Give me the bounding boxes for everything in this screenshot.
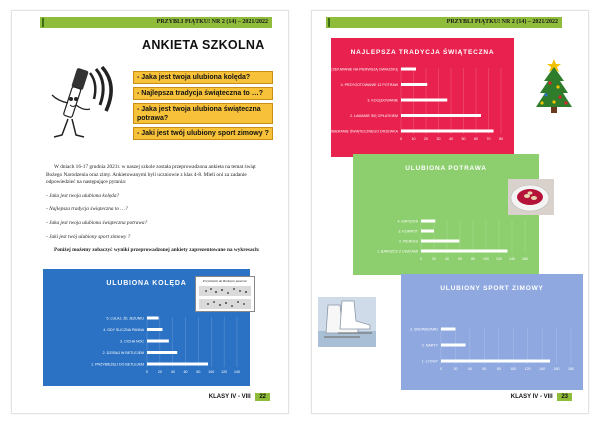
header-bar: [326, 17, 562, 28]
tick-label: 140: [234, 370, 240, 374]
chart-bar: [401, 130, 494, 133]
chart-bar: [147, 317, 159, 320]
category-label: 1. BARSZCZ Z USZKAMI: [377, 249, 418, 254]
tick-label: 60: [183, 370, 188, 374]
tick-label: 60: [458, 257, 462, 261]
tick-label: 60: [482, 367, 487, 371]
category-label: 2. DZISIAJ W BETLEJEM: [102, 350, 144, 355]
tick-label: 120: [496, 257, 502, 261]
tick-label: 120: [524, 367, 531, 371]
intro-paragraph: W dniach 16-17 grudnia 2021r. w naszej szkole została przeprowadzona ankieta na temat świąt Bożego Narodzenia oraz zimy. Ankietowanymi byli uczniowie z klas 4-8. Mieli oni za zadanie odpowiedzieć na następujące pytania:: [46, 164, 256, 186]
tick-label: 0: [420, 257, 422, 261]
chart-title: ULUBIONY SPORT ZIMOWY: [440, 285, 544, 292]
article-body: [46, 164, 272, 261]
tick-label: 80: [471, 257, 475, 261]
chart-bar: [147, 340, 169, 343]
chart-bar: [441, 344, 466, 347]
chart-bar: [401, 83, 427, 86]
list-item-4: - Jaki jest twój ulubiony sport zimowy ?: [46, 233, 131, 240]
sheet-music-title: Przybieżeli do Betlejem pasterze: [202, 279, 248, 283]
chart-bar: [401, 114, 481, 117]
chart-tradycja: [323, 38, 514, 157]
page-number: 22: [255, 393, 270, 401]
chart-bar: [147, 351, 177, 354]
category-label: 4. GDY ŚLICZNA PANNA: [103, 327, 144, 332]
tick-label: 40: [467, 367, 472, 371]
tick-label: 140: [509, 257, 515, 261]
chart-bar: [421, 240, 459, 243]
chart-bar: [147, 328, 162, 331]
category-label: 1. ŁYŻWY: [421, 359, 438, 364]
header-notch: [328, 18, 330, 27]
tick-label: 180: [568, 367, 574, 371]
tick-label: 120: [221, 370, 228, 374]
chart-title: ULUBIONA KOLĘDA: [106, 280, 187, 287]
footer: [511, 393, 572, 401]
footer: [209, 393, 270, 401]
chart-bar: [441, 360, 550, 363]
right-page: [311, 10, 589, 414]
page-number: 23: [557, 393, 572, 401]
header-notch: [42, 18, 44, 27]
tick-label: 40: [445, 257, 449, 261]
header-text: PRZYBLI PIĄTKU! NR 2 (14) – 2021/2022: [156, 19, 268, 25]
page-title: ANKIETA SZKOLNA: [142, 38, 265, 52]
category-label: 3. SNOWBOARD: [410, 327, 438, 332]
list-item-1: - Jaka jest twoja ulubiona kolęda?: [46, 192, 120, 199]
category-label: 4. PRZYGOTOWANIE 12 POTRAW: [340, 82, 398, 87]
category-label: 3. CICHA NOC: [120, 339, 144, 344]
tick-label: 80: [496, 367, 501, 371]
chart-sport-svg: [401, 274, 583, 390]
tick-label: 100: [510, 367, 517, 371]
question-4: - Jaki jest twój ulubiony sport zimowy ?: [133, 127, 273, 140]
chart-bar: [147, 363, 208, 366]
tick-label: 50: [461, 137, 466, 141]
barszcz-photo-icon: [508, 179, 554, 215]
tick-label: 20: [424, 137, 428, 141]
list-item-3: - Jaka jest twoja ulubiona świąteczna potrawa?: [46, 219, 148, 226]
tick-label: 30: [436, 137, 441, 141]
christmas-tree-icon: [532, 57, 576, 115]
category-label: 3. KOLĘDOWANIE: [367, 98, 398, 103]
tick-label: 80: [499, 137, 503, 141]
category-label: 2. ŁAMANIE SIĘ OPŁATKIEM: [350, 113, 398, 118]
ice-skates-photo-icon: [318, 297, 376, 347]
tick-label: 40: [170, 370, 175, 374]
tick-label: 10: [411, 137, 416, 141]
tick-label: 100: [208, 370, 215, 374]
tick-label: 40: [449, 137, 453, 141]
chart-title: NAJLEPSZA TRADYCJA ŚWIĄTECZNA: [350, 49, 495, 56]
list-item-2: - Najlepsza tradycja świąteczna to …?: [46, 206, 128, 213]
questions-box: [133, 71, 273, 143]
chart-sport: [401, 274, 583, 390]
chart-bar: [421, 230, 434, 233]
tick-label: 70: [486, 137, 491, 141]
tick-label: 140: [539, 367, 546, 371]
question-1: - Jaka jest twoja ulubiona kolęda?: [133, 71, 273, 84]
category-label: 5. OCZEKIWANIE NA PIERWSZĄ GWIAZDKĘ: [323, 67, 398, 72]
chart-bar: [401, 99, 447, 102]
category-label: 3. KOMPOT: [398, 229, 418, 234]
tick-label: 80: [196, 370, 201, 374]
sheet-music-staff-icon: [196, 283, 254, 311]
tick-label: 20: [453, 367, 458, 371]
tick-label: 0: [146, 370, 148, 374]
tick-label: 160: [553, 367, 560, 371]
question-2: - Najlepsza tradycja świąteczna to …?: [133, 87, 273, 100]
header-bar: [40, 17, 272, 28]
category-label: 2. NARTY: [421, 343, 438, 348]
question-3: - Jaka jest twoja ulubiona świąteczna potrawa?: [133, 103, 273, 124]
category-label: 1. PRZYBIEŻELI DO BETLEJEM: [91, 362, 144, 367]
footer-label: KLASY IV - VIII: [208, 394, 251, 400]
microphone-mascot-icon: [38, 65, 128, 145]
chart-bar: [441, 328, 455, 331]
header-text: PRZYBLI PIĄTKU! NR 2 (14) – 2021/2022: [446, 19, 558, 25]
tick-label: 60: [474, 137, 478, 141]
category-label: 4. KAPUSTA: [397, 219, 418, 224]
outro-paragraph: Poniżej możemy zobaczyć wyniki przeprowadzonej ankiety zaprezentowane na wykresach:: [54, 247, 260, 254]
tick-label: 20: [157, 370, 162, 374]
chart-bar: [421, 220, 435, 223]
tick-label: 20: [432, 257, 436, 261]
chart-bar: [401, 68, 416, 71]
tick-label: 160: [522, 257, 528, 261]
category-label: 5. LULAJ, ŻE JEZUNIU: [106, 316, 144, 321]
footer-label: KLASY IV - VIII: [510, 394, 553, 400]
tick-label: 100: [483, 257, 489, 261]
chart-title: ULUBIONA POTRAWA: [405, 165, 487, 172]
category-label: 2. PIEROGI: [399, 239, 418, 244]
left-page: [11, 10, 289, 414]
chart-bar: [421, 250, 507, 253]
chart-tradycja-svg: [323, 38, 514, 157]
category-label: 1. OBIERANIE ŚWIĄTECZNEGO DRZEWKA: [325, 129, 398, 134]
sheet-music-image: [195, 276, 255, 312]
tick-label: 0: [440, 367, 442, 371]
tick-label: 0: [400, 137, 402, 141]
